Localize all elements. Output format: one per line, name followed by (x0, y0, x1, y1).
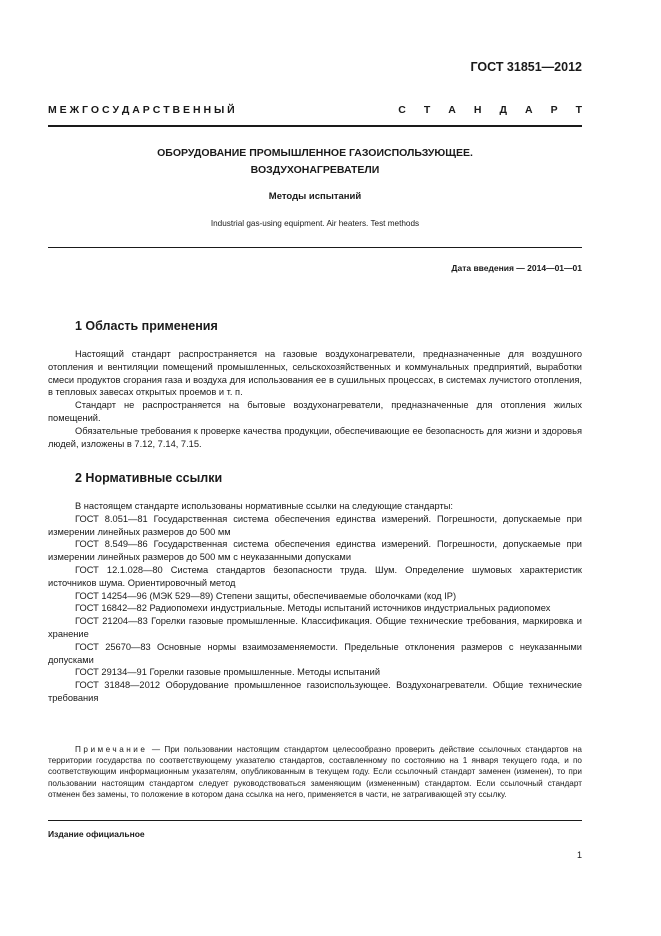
reference-item: ГОСТ 31848—2012 Оборудование промышленное газоиспользующее. Воздухонагреватели. Общие технические требования (48, 680, 582, 703)
section-2-body (48, 500, 582, 705)
banner-letter: А (448, 104, 456, 116)
standard-banner (48, 104, 582, 116)
section-2-heading: 2 Нормативные ссылки (75, 471, 223, 485)
reference-item: ГОСТ 29134—91 Горелки газовые промышленные. Методы испытаний (75, 667, 381, 678)
page-number: 1 (576, 850, 582, 860)
english-title: Industrial gas-using equipment. Air heaters. Test methods (210, 219, 420, 228)
reference-item: ГОСТ 21204—83 Горелки газовые промышленные. Классификация. Общие технические требования, маркировка и хранение (48, 616, 582, 639)
reference-item: ГОСТ 12.1.028—80 Система стандартов безопасности труда. Шум. Определение шумовых характеристик источников шума. Ориентировочный метод (48, 564, 582, 588)
paragraph: Обязательные требования к проверке качества продукции, обеспечивающие ее безопасность для жизни и здоровья людей, изложены в 7.12, 7.14, 7.15. (48, 425, 582, 449)
note-paragraph (48, 744, 582, 800)
note-text: — При пользовании настоящим стандартом целесообразно проверить действие ссылочных стандартов на территории государства по соответствующему указателю стандартов, составленному по состоянию на 1 января текущего года, и по соответствующим информационным указателям, опубликованным в текущем году. Если ссылочный стандарт заменен (изменен), то при пользовании настоящим стандартом следует руководствоваться заменяющим (измененным) стандартом. Если ссылочный стандарт отменен без замены, то положение в котором дана ссылка на него, применяется в части, не затрагивающей эту ссылку. (48, 745, 582, 799)
reference-item: ГОСТ 25670—83 Основные нормы взаимозаменяемости. Предельные отклонения размеров с неуказанными допусками (48, 641, 582, 665)
banner-letter: Д (499, 104, 507, 116)
title-line-2: ВОЗДУХОНАГРЕВАТЕЛИ (250, 164, 380, 176)
section-1-body (48, 348, 582, 450)
banner-letter: Р (550, 104, 558, 116)
banner-right (398, 104, 582, 116)
paragraph: Стандарт не распространяется на бытовые воздухонагреватели, предназначенные для отопления жилых помещений. (48, 400, 582, 423)
reference-item: ГОСТ 16842—82 Радиопомехи индустриальные. Методы испытаний источников индустриальных радиопомех (75, 603, 551, 614)
header-rule (48, 125, 582, 127)
banner-letter: А (524, 104, 533, 116)
section-1-heading: 1 Область применения (75, 319, 218, 333)
paragraph: В настоящем стандарте использованы нормативные ссылки на следующие стандарты: (75, 501, 454, 511)
banner-letter: Т (575, 104, 582, 116)
reference-item: ГОСТ 14254—96 (МЭК 529—89) Степени защиты, обеспечиваемые оболочками (код IP) (75, 590, 457, 601)
footer-rule (48, 820, 582, 821)
document-title (48, 145, 582, 179)
title-line-1: ОБОРУДОВАНИЕ ПРОМЫШЛЕННОЕ ГАЗОИСПОЛЬЗУЮЩЕЕ. (157, 147, 473, 159)
document-code: ГОСТ 31851—2012 (470, 60, 582, 74)
note-label: Примечание (75, 745, 148, 754)
banner-left: М Е Ж Г О С У Д А Р С Т В Е Н Н Ы Й (48, 104, 235, 116)
banner-letter: Н (473, 104, 482, 116)
introduction-date: Дата введения — 2014—01—01 (451, 263, 582, 273)
edition-label: Издание официальное (48, 829, 145, 839)
reference-item: ГОСТ 8.549—86 Государственная система обеспечения единства измерений. Погрешности, допускаемые при измерении линейных размеров до 500 мм с неуказанными допусками (48, 539, 582, 563)
banner-letter: Т (423, 104, 431, 116)
title-rule (48, 247, 582, 248)
paragraph: Настоящий стандарт распространяется на газовые воздухонагреватели, предназначенные для воздушного отопления и вентиляции помещений промышленных, сельскохозяйственных и коммунальных предприятий, выработки смеси продуктов сгорания газа и воздуха для использования ее в сушильных процессах, в системах лучистого отопления, в тепловых завесах открытых проемов и т. п. (48, 349, 582, 398)
banner-letter: С (398, 104, 406, 116)
note-block (48, 744, 582, 800)
document-subtitle: Методы испытаний (268, 191, 362, 202)
reference-item: ГОСТ 8.051—81 Государственная система обеспечения единства измерений. Погрешности, допускаемые при измерении линейных размеров до 500 мм (48, 513, 582, 537)
